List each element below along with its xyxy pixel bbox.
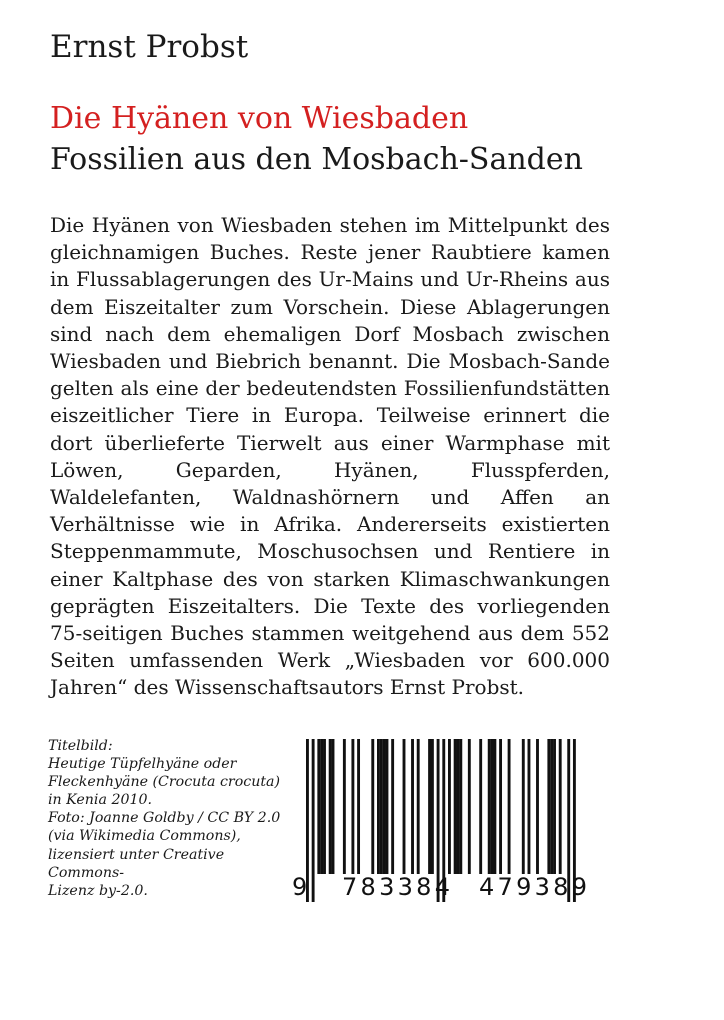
barcode-bar — [522, 739, 525, 874]
barcode-bar — [320, 739, 323, 874]
barcode-bar — [459, 739, 462, 874]
barcode-bar — [479, 739, 482, 874]
book-description: Die Hyänen von Wiesbaden stehen im Mittelpunkt des gleichnamigen Buches. Reste jener Raubtiere kamen in Flussablagerungen des Ur-Mains und Ur-Rheins aus dem Eiszeitalter zum Vorschein. Diese Ablagerungen sind nach dem ehemaligen Dorf Mosbach zwischen Wiesbaden und Biebrich benannt. Die Mosbach-Sande gelten als eine der bedeutendsten Fossilienfundstätten eiszeitlicher Tiere in Europa. Teilweise erinnert die dort überlieferte Tierwelt aus einer Warmphase mit Löwen, Geparden, Hyänen, Flusspferden, Waldelefanten, Waldnashörnern und Affen an Verhältnisse wie in Afrika. Andererseits existierten Steppenmammute, Moschusochsen und Rentiere in einer Kaltphase des von starken Klimaschwankungen geprägten Eiszeitalters. Die Texte des vorliegenden 75-seitigen Buches stammen weitgehend aus dem 552 Seiten umfassenden Werk „Wiesbaden vor 600.000 Jahren“ des Wissenschaftsautors Ernst Probst. — [50, 213, 610, 700]
barcode-bar — [417, 739, 420, 874]
barcode-bar — [386, 739, 389, 874]
barcode-bar — [431, 739, 434, 874]
isbn-barcode — [292, 735, 622, 910]
barcode-bar — [550, 739, 553, 874]
book-title: Die Hyänen von Wiesbaden — [50, 101, 469, 136]
barcode-bar — [403, 739, 406, 874]
barcode-bar — [499, 739, 502, 874]
barcode-bar — [357, 739, 360, 874]
barcode-bar — [457, 739, 460, 874]
barcode-digits — [292, 873, 587, 901]
barcode-graphic — [292, 735, 622, 910]
barcode-first-digit: 9 — [292, 873, 308, 901]
barcode-bar — [488, 739, 491, 874]
barcode-bar — [528, 739, 531, 874]
book-subtitle: Fossilien aus den Mosbach-Sanden — [50, 142, 583, 177]
barcode-bar — [536, 739, 539, 874]
barcode-bar — [491, 739, 494, 874]
barcode-left-digits: 783384 — [342, 873, 450, 901]
barcode-bar — [377, 739, 380, 874]
barcode-bar — [553, 739, 556, 874]
barcode-bar — [332, 739, 335, 874]
barcode-guard-bar — [312, 739, 315, 902]
barcode-bar — [559, 739, 562, 874]
barcode-bar — [380, 739, 383, 874]
barcode-bar — [454, 739, 457, 874]
barcode-bar — [343, 739, 346, 874]
barcode-bar — [493, 739, 496, 874]
cover-image-credit: Titelbild: Heutige Tüpfelhyäne oder Fleckenhyäne (Crocuta crocuta) in Kenia 2010. Foto: Joanne Goldby / CC BY 2.0 (via Wikimedia Commons), lizensiert unter Creative Commons- Lizenz by-2.0. — [48, 738, 281, 899]
barcode-bar — [391, 739, 394, 874]
barcode-bar — [329, 739, 332, 874]
author-name: Ernst Probst — [50, 29, 249, 65]
barcode-bar — [317, 739, 320, 874]
barcode-bar — [323, 739, 326, 874]
barcode-bar — [547, 739, 550, 874]
barcode-bar — [468, 739, 471, 874]
barcode-bar — [383, 739, 386, 874]
barcode-bar — [448, 739, 451, 874]
barcode-bar — [351, 739, 354, 874]
barcode-right-digits: 479389 — [479, 873, 587, 901]
barcode-bar — [371, 739, 374, 874]
barcode-bar — [508, 739, 511, 874]
barcode-bar — [428, 739, 431, 874]
barcode-bar — [411, 739, 414, 874]
